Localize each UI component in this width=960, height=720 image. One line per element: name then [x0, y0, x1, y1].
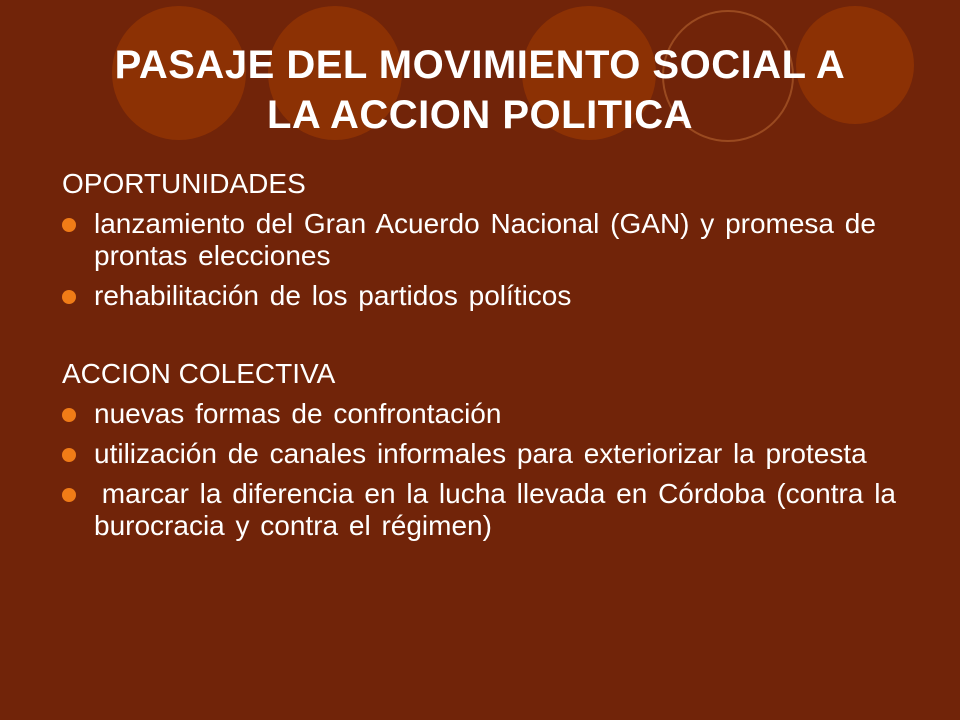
list-item-text: lanzamiento del Gran Acuerdo Nacional (GAN) y promesa de prontas elecciones: [94, 208, 876, 271]
bullet-dot-icon: [62, 488, 76, 502]
section-heading: OPORTUNIDADES: [62, 168, 306, 199]
list-item: [62, 478, 922, 542]
bullet-dot-icon: [62, 218, 76, 232]
slide-title: [40, 40, 920, 140]
list-item-text: rehabilitación de los partidos políticos: [94, 280, 572, 311]
bullet-dot-icon: [62, 448, 76, 462]
section-heading: ACCION COLECTIVA: [62, 358, 336, 389]
list-item-text: nuevas formas de confrontación: [94, 398, 502, 429]
section-spacer: [62, 312, 922, 358]
bullet-list: [62, 398, 922, 542]
slide-title-line: LA ACCION POLITICA: [266, 93, 693, 137]
list-item: [62, 280, 922, 312]
slide-body: [62, 168, 922, 542]
bullet-dot-icon: [62, 290, 76, 304]
bullet-list: [62, 208, 922, 312]
list-item-text: utilización de canales informales para exteriorizar la protesta: [94, 438, 867, 469]
section-opportunities: [62, 168, 922, 312]
slide-title-line: PASAJE DEL MOVIMIENTO SOCIAL A: [114, 43, 846, 87]
bullet-dot-icon: [62, 408, 76, 422]
list-item: [62, 438, 922, 470]
list-item: [62, 208, 922, 272]
list-item: [62, 398, 922, 430]
list-item-text: marcar la diferencia en la lucha llevada en Córdoba (contra la burocracia y contra el régimen): [94, 478, 907, 541]
section-collective-action: [62, 358, 922, 542]
